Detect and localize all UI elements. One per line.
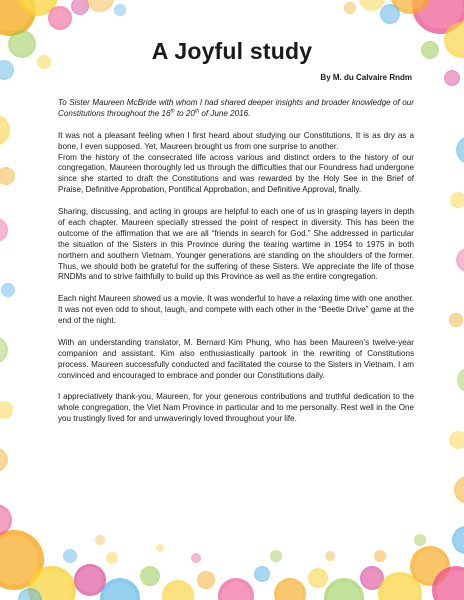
dedication-superscript-1: th [170,108,175,115]
author-byline: By M. du Calvaire Rndm [320,73,412,82]
dedication-paragraph [58,98,414,120]
paragraph-translator: With an understanding translator, M. Bernard Kim Phung, who has been Maureen’s twelve-year companion and assistant. Kim also enthusiastically partook in the rewriting of Constitutions process. Maureen successfully conducted and facilitated the course to the Sisters in Vietnam. I am convinced and encouraged to embrace and ponder our Constitutions daily. [58,337,414,380]
dedication-superscript-2: th [194,108,200,115]
paragraph-intro: It was not a pleasant feeling when I first heard about studying our Constitutions. It is as dry as a bone, I even supposed. Yet, Maureen brought us from one surprise to another. [58,130,414,151]
paragraph-sharing: Sharing, discussing, and acting in groups are helpful to each one of us in grasping layers in depth of each chapter. Maureen specially stressed the point of respect in diversity. This has been the outcome of the affirmation that we are all “friends in search for God.” She addressed in particular the situation of the Sisters in this Province during the tearing wartime in 1954 to 1975 in both northern and southern Vietnam. Younger generations are standing on the shoulders of the former. Thus, we should both be grateful for the suffering of these Sisters. We appreciate the life of those RNDMs and to strive faithfully to build up this Province as well as the entire congregation. [58,207,414,282]
dedication-text-1: To Sister Maureen McBride with whom I had shared deeper insights and broader knowledge of our Constitutions throughout the 16 [58,98,414,118]
article-body [58,98,414,436]
dedication-text-2: to 20 [174,108,195,118]
paragraph-movie: Each night Maureen showed us a movie. It was wonderful to have a relaxing time with one another. It was not even odd to shout, laugh, and compete with each other in the “Beetle Drive” game at the end of the night. [58,294,414,326]
paragraph-history: From the history of the consecrated life across various and distinct orders to the history of our congregation, Maureen thoroughly led us through the difficulties that our Foundress had undergone since she started to draft the Constitutions and was rewarded by the Holy See in the Brief of Praise, Definitive Approbation, Pontifical Approbation, and Definitive Approval, finally. [58,152,414,195]
paragraph-thanks: I appreciatively thank-you, Maureen, for your generous contributions and truthful dedication to the whole congregation, the Viet Nam Province in particular and to me personally. Rest well in the One you trustingly lived for and unwaveringly loved throughout your life. [58,392,414,424]
page-title: A Joyful study [151,38,313,64]
dedication-text-3: of June 2016. [199,108,251,118]
